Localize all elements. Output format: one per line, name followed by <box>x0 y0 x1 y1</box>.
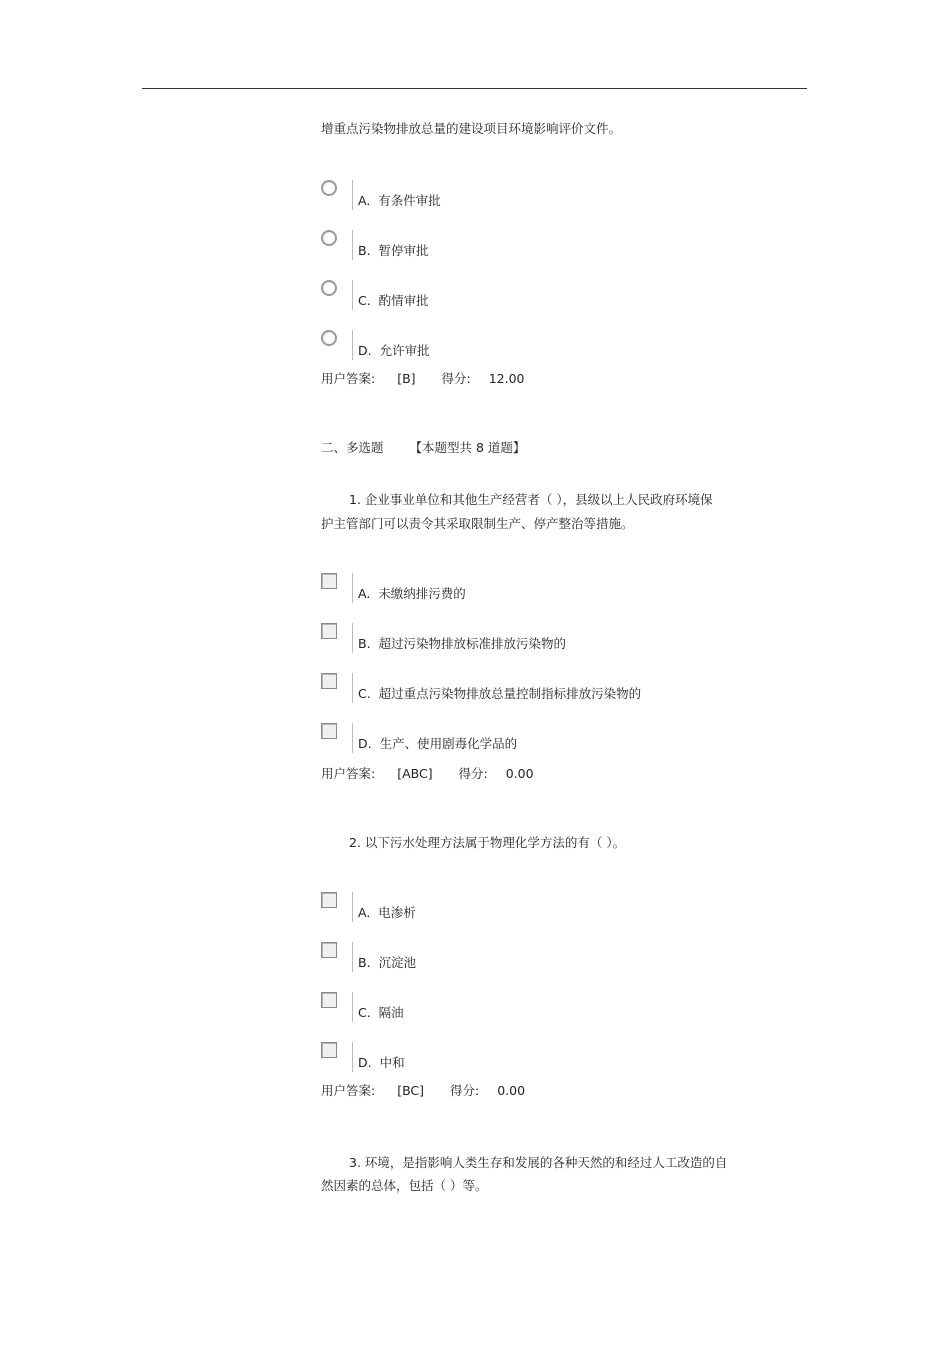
q2-option-a[interactable] <box>321 892 781 926</box>
answer-label: 用户答案: <box>321 1083 376 1098</box>
score-label: 得分: <box>441 371 471 386</box>
score-label: 得分: <box>458 766 488 781</box>
q2-option-d[interactable] <box>321 1042 781 1076</box>
option-separator <box>352 573 353 603</box>
section-note: 【本题型共 8 道题】 <box>409 440 526 455</box>
radio-button[interactable] <box>321 330 337 346</box>
checkbox[interactable] <box>321 942 337 958</box>
q1-text-line1: 1. 企业事业单位和其他生产经营者（ ），县级以上人民政府环境保 <box>349 492 713 507</box>
option-separator <box>352 330 353 360</box>
q3-text-line1: 3. 环境，是指影响人类生存和发展的各种天然的和经过人工改造的自 <box>349 1155 728 1170</box>
q2-answer-line <box>321 1081 525 1099</box>
option-label: A. 电渗析 <box>358 905 416 920</box>
answer-label: 用户答案: <box>321 371 376 386</box>
q2-option-c[interactable] <box>321 992 781 1026</box>
q1-option-d[interactable] <box>321 723 781 757</box>
q1-option-b[interactable] <box>321 623 781 657</box>
option-label: A. 未缴纳排污费的 <box>358 586 466 601</box>
q2-option-b[interactable] <box>321 942 781 976</box>
checkbox[interactable] <box>321 623 337 639</box>
q2-text-line1: 2. 以下污水处理方法属于物理化学方法的有（ ）。 <box>349 835 626 850</box>
answer-label: 用户答案: <box>321 766 376 781</box>
option-label: C. 隔油 <box>358 1005 404 1020</box>
option-label: C. 超过重点污染物排放总量控制指标排放污染物的 <box>358 686 642 701</box>
option-separator <box>352 230 353 260</box>
option-separator <box>352 942 353 972</box>
option-label: B. 暂停审批 <box>358 243 429 258</box>
score-value: 0.00 <box>505 766 534 781</box>
option-label: C. 酌情审批 <box>358 293 429 308</box>
option-separator <box>352 992 353 1022</box>
answer-value: [B] <box>397 371 416 386</box>
radio-button[interactable] <box>321 280 337 296</box>
q3-text-line2: 然因素的总体，包括（ ）等。 <box>321 1178 488 1193</box>
score-label: 得分: <box>450 1083 480 1098</box>
question-tail-text: 增重点污染物排放总量的建设项目环境影响评价文件。 <box>321 121 622 136</box>
answer-value: [ABC] <box>397 766 433 781</box>
checkbox[interactable] <box>321 573 337 589</box>
checkbox[interactable] <box>321 1042 337 1058</box>
option-label: D. 允许审批 <box>358 343 430 358</box>
q1-option-a[interactable] <box>321 573 781 607</box>
answer-value: [BC] <box>397 1083 425 1098</box>
section-title: 二、多选题 <box>321 440 384 455</box>
option-separator <box>352 180 353 210</box>
option-separator <box>352 280 353 310</box>
option-label: B. 沉淀池 <box>358 955 417 970</box>
q1-text-line2: 护主管部门可以责令其采取限制生产、停产整治等措施。 <box>321 516 634 531</box>
score-value: 0.00 <box>497 1083 526 1098</box>
radio-button[interactable] <box>321 230 337 246</box>
option-label: D. 中和 <box>358 1055 405 1070</box>
single-option-c[interactable] <box>321 280 781 314</box>
option-label: B. 超过污染物排放标准排放污染物的 <box>358 636 567 651</box>
option-label: D. 生产、使用剧毒化学品的 <box>358 736 518 751</box>
option-separator <box>352 892 353 922</box>
q1-option-c[interactable] <box>321 673 781 707</box>
single-option-d[interactable] <box>321 330 781 364</box>
option-separator <box>352 723 353 753</box>
single-option-a[interactable] <box>321 180 781 214</box>
checkbox[interactable] <box>321 892 337 908</box>
score-value: 12.00 <box>488 371 525 386</box>
option-label: A. 有条件审批 <box>358 193 441 208</box>
q1-answer-line <box>321 764 534 782</box>
single-option-b[interactable] <box>321 230 781 264</box>
section-header <box>321 438 525 456</box>
option-separator <box>352 673 353 703</box>
top-rule <box>142 88 807 89</box>
checkbox[interactable] <box>321 723 337 739</box>
checkbox[interactable] <box>321 673 337 689</box>
option-separator <box>352 623 353 653</box>
radio-button[interactable] <box>321 180 337 196</box>
single-answer-line <box>321 369 524 387</box>
checkbox[interactable] <box>321 992 337 1008</box>
option-separator <box>352 1042 353 1072</box>
